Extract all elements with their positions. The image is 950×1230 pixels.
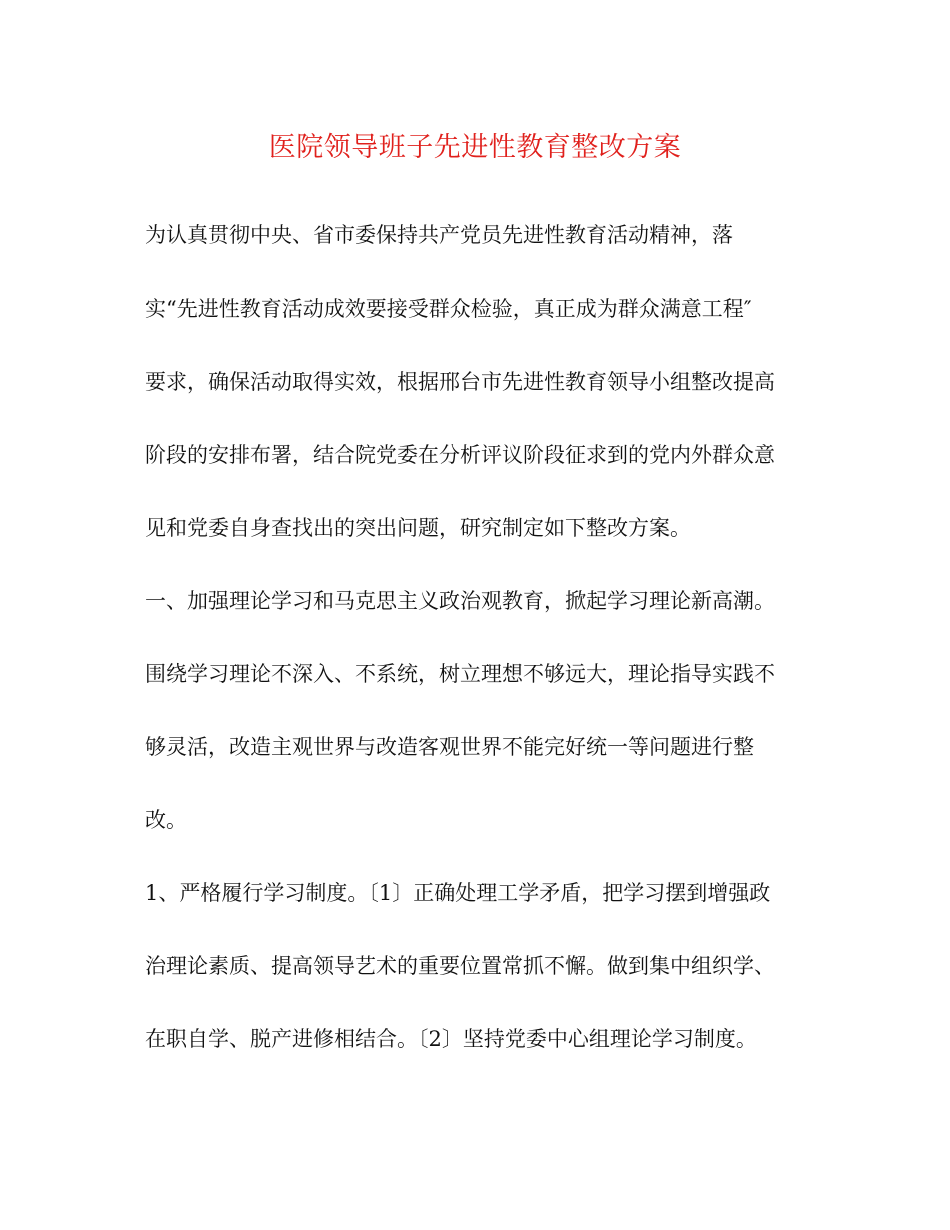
- paragraph-line-8: 改。: [145, 808, 187, 832]
- paragraph-line-11: 在职自学、脱产进修相结合。〔2〕坚持党委中心组理论学习制度。: [145, 1027, 757, 1051]
- paragraph-line-1: 为认真贯彻中央、省市委保持共产党员先进性教育活动精神，落: [145, 223, 733, 247]
- paragraph-line-6: 围绕学习理论不深入、不系统，树立理想不够远大，理论指导实践不: [145, 662, 775, 686]
- paragraph-line-9: 1、严格履行学习制度。〔1〕正确处理工学矛盾，把学习摆到增强政: [145, 881, 771, 905]
- paragraph-line-10: 治理论素质、提高领导艺术的重要位置常抓不懈。做到集中组织学、: [145, 954, 775, 978]
- paragraph-line-5: 见和党委自身查找出的突出问题，研究制定如下整改方案。: [145, 516, 691, 540]
- section-heading-1: 一、加强理论学习和马克思主义政治观教育，掀起学习理论新高潮。: [145, 589, 775, 613]
- paragraph-line-7: 够灵活，改造主观世界与改造客观世界不能完好统一等问题进行整: [145, 735, 754, 759]
- paragraph-line-3: 要求，确保活动取得实效，根据邢台市先进性教育领导小组整改提高: [145, 370, 775, 394]
- paragraph-line-2: 实“先进性教育活动成效要接受群众检验，真正成为群众满意工程″: [145, 297, 752, 321]
- paragraph-line-4: 阶段的安排布署，结合院党委在分析评议阶段征求到的党内外群众意: [145, 443, 775, 467]
- document-title: 医院领导班子先进性教育整改方案: [268, 132, 682, 163]
